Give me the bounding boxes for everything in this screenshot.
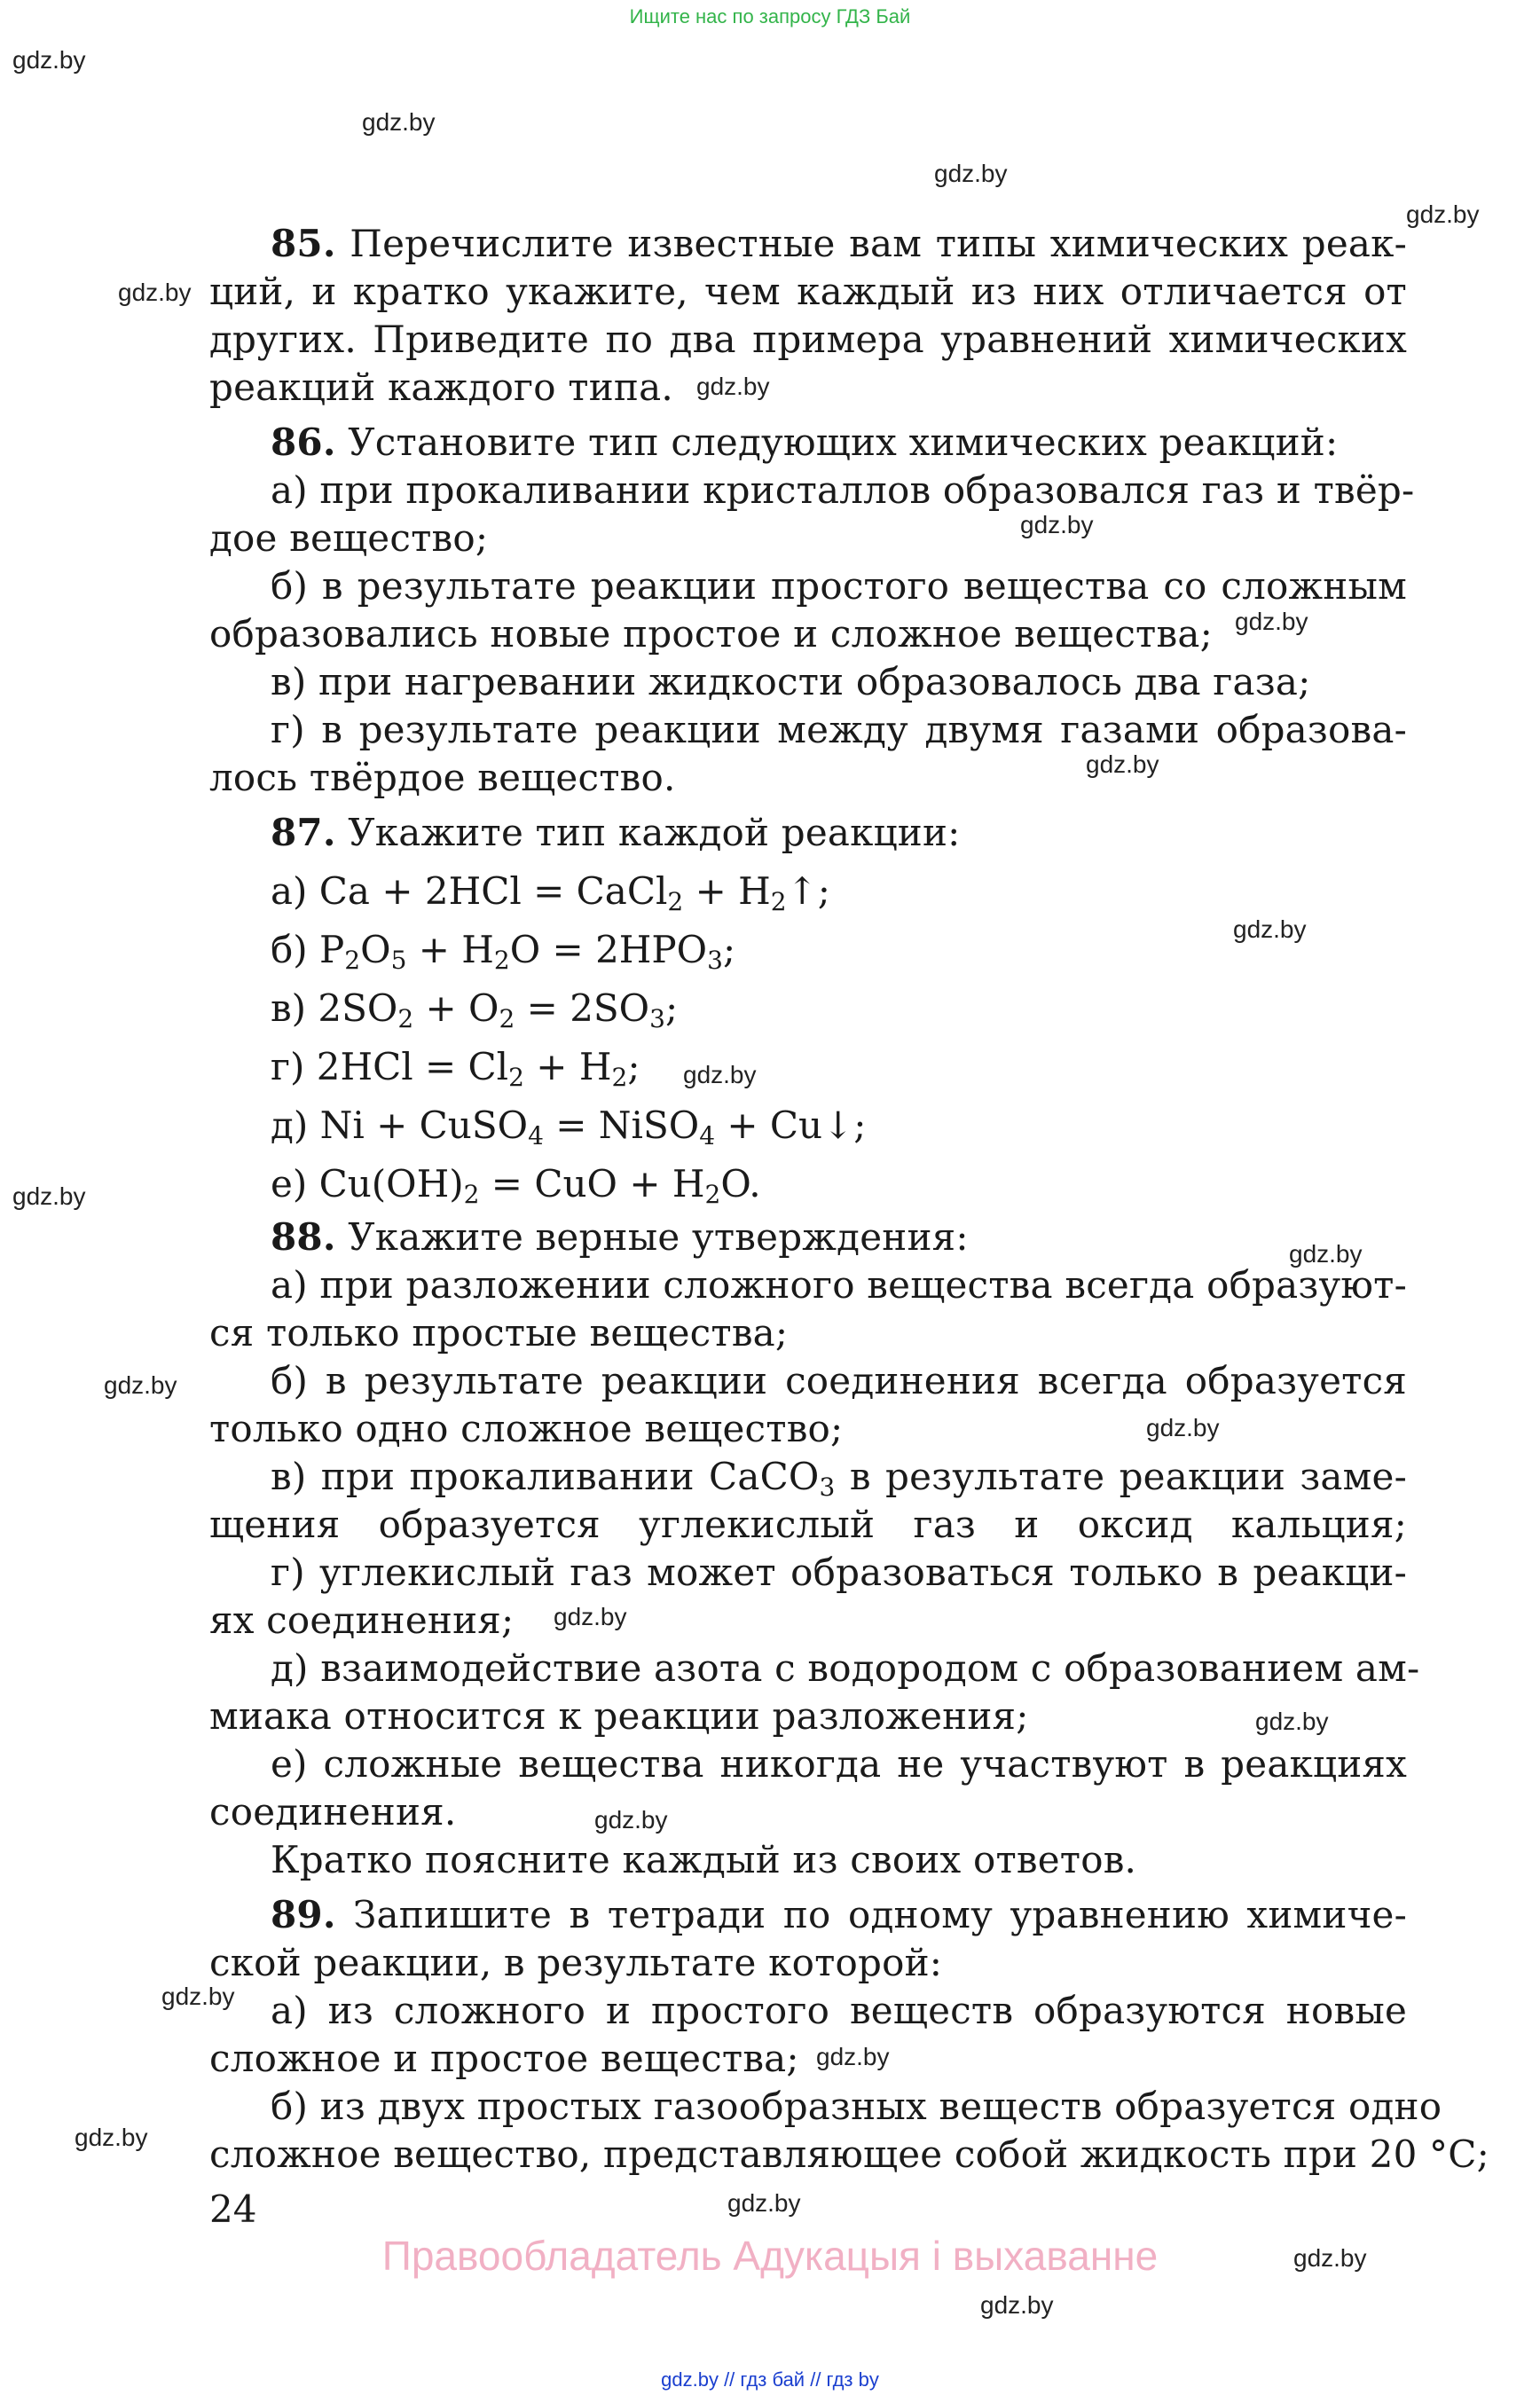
task-86-intro: 86. Установите тип следующих химических реакций:	[271, 420, 1339, 464]
task-86-item-a: дое вещество;	[209, 516, 489, 560]
task-88-item-c: щения образуется углекислый газ и оксид кальция;	[209, 1503, 1407, 1546]
task-85-line: других. Приведите по два примера уравнений химических	[209, 318, 1407, 361]
task-89-item-b: б) из двух простых газообразных веществ образуется одно	[271, 2085, 1442, 2128]
task-88-item-f: е) сложные вещества никогда не участвуют в реакциях	[271, 1742, 1407, 1786]
watermark: gdz.by	[594, 1806, 668, 1834]
task-88-item-b: только одно сложное вещество;	[209, 1407, 844, 1450]
watermark: gdz.by	[1086, 750, 1159, 778]
task-86-item-d: лось твёрдое вещество.	[209, 756, 676, 799]
watermark: gdz.by	[1406, 200, 1480, 228]
watermark: gdz.by	[727, 2189, 801, 2217]
task-number: 89.	[271, 1893, 336, 1936]
watermark: gdz.by	[104, 1371, 177, 1399]
watermark: gdz.by	[1146, 1414, 1220, 1441]
equation-b: б) $P_2O_5 + H_2O = 2HPO_3$;	[271, 928, 736, 975]
equation-d: г) $2HCl = Cl_2 + H_2$;	[271, 1045, 640, 1092]
watermark: gdz.by	[12, 46, 86, 74]
task-88-item-d: г) углекислый газ может образоваться только в реакци-	[271, 1551, 1407, 1594]
task-89-line: 89. Запишите в тетради по одному уравнению химиче-	[271, 1893, 1407, 1936]
task-86-item-d: г) в результате реакции между двумя газами образова-	[271, 708, 1407, 751]
watermark: gdz.by	[1020, 511, 1094, 538]
task-88-item-e: миака относится к реакции разложения;	[209, 1694, 1029, 1738]
equation-c: в) $2SO_2 + O_2 = 2SO_3$;	[271, 986, 679, 1033]
watermark: gdz.by	[1293, 2244, 1367, 2272]
task-89-item-b: сложное вещество, представляющее собой жидкость при 20 °C;	[209, 2132, 1489, 2176]
task-88-outro: Кратко поясните каждый из своих ответов.	[271, 1838, 1137, 1881]
task-88-item-c: в) при прокаливании CaCO$_3$ в результате реакции заме-	[271, 1455, 1407, 1502]
task-number: 85.	[271, 222, 336, 265]
task-89-line: ской реакции, в результате которой:	[209, 1941, 943, 1984]
task-86-item-b: образовались новые простое и сложное вещества;	[209, 612, 1213, 656]
watermark: gdz.by	[118, 279, 192, 306]
watermark: gdz.by	[362, 108, 436, 136]
watermark: gdz.by	[554, 1603, 627, 1630]
task-88-item-f: соединения.	[209, 1790, 457, 1834]
task-85-line: реакций каждого типа.	[209, 365, 673, 409]
task-86-item-b: б) в результате реакции простого вещества со сложным	[271, 564, 1407, 608]
equation-e: д) Ni + CuSO$_4$ = NiSO$_4$ + Cu↓;	[271, 1103, 867, 1150]
task-89-item-a: сложное и простое вещества;	[209, 2037, 799, 2080]
equation-a: а) Ca + 2HCl = CaCl$_2$ + $H_2↑$;	[271, 869, 830, 916]
task-85-line: ций, и кратко укажите, чем каждый из них отличается от	[209, 270, 1407, 313]
watermark: gdz.by	[1235, 608, 1308, 635]
watermark: gdz.by	[1289, 1240, 1363, 1268]
task-88-item-b: б) в результате реакции соединения всегда образуется	[271, 1359, 1407, 1402]
task-86-item-a: а) при прокаливании кристаллов образовался газ и твёр-	[271, 468, 1415, 512]
task-88-item-a: а) при разложении сложного вещества всегда образуют-	[271, 1263, 1407, 1307]
watermark: gdz.by	[683, 1061, 757, 1088]
watermark: gdz.by	[696, 373, 770, 400]
watermark: gdz.by	[816, 2043, 890, 2070]
task-86-item-c: в) при нагревании жидкости образовалось два газа;	[271, 660, 1311, 703]
task-88-item-a: ся только простые вещества;	[209, 1311, 789, 1355]
footer-links[interactable]: gdz.by // гдз бай // гдз by	[661, 2368, 879, 2391]
task-85-line: 85. Перечислите известные вам типы химических реак-	[271, 222, 1407, 265]
copyright-owner: Правообладатель Адукацыя і выхаванне	[381, 2233, 1159, 2279]
watermark: gdz.by	[75, 2124, 148, 2151]
task-number: 86.	[271, 420, 336, 464]
watermark: gdz.by	[934, 160, 1008, 187]
equation-f: е) $Cu(OH)_2$ = CuO + $H_2O$.	[271, 1162, 761, 1209]
task-number: 88.	[271, 1215, 336, 1259]
watermark: gdz.by	[161, 1983, 235, 2010]
task-88-intro: 88. Укажите верные утверждения:	[271, 1215, 969, 1259]
task-89-item-a: а) из сложного и простого веществ образуются новые	[271, 1989, 1407, 2032]
watermark: gdz.by	[980, 2291, 1054, 2319]
task-87-intro: 87. Укажите тип каждой реакции:	[271, 811, 961, 854]
task-number: 87.	[271, 811, 336, 854]
task-88-item-d: ях соединения;	[209, 1598, 515, 1642]
watermark: gdz.by	[1255, 1708, 1329, 1735]
top-banner[interactable]: Ищите нас по запросу ГДЗ Бай	[629, 5, 911, 27]
watermark: gdz.by	[12, 1182, 86, 1210]
task-88-item-e: д) взаимодействие азота с водородом с образованием ам-	[271, 1646, 1420, 1690]
watermark: gdz.by	[1233, 915, 1307, 943]
page-number: 24	[209, 2187, 257, 2231]
